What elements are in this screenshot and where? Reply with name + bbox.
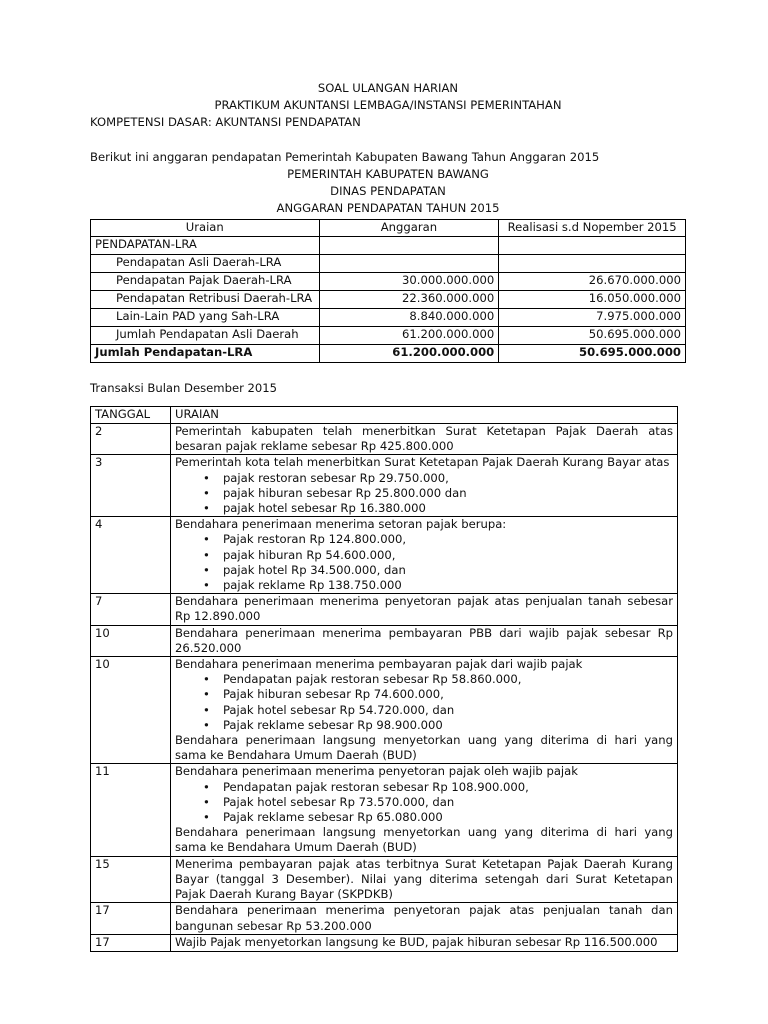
list-item: • pajak hotel sebesar Rp 16.380.000 bbox=[223, 501, 673, 516]
row-label: Jumlah Pendapatan-LRA bbox=[91, 345, 320, 363]
header-realisasi: Realisasi s.d Nopember 2015 bbox=[499, 220, 686, 237]
table-row bbox=[91, 455, 678, 517]
tx-date: 2 bbox=[91, 424, 171, 455]
row-realisasi: 50.695.000.000 bbox=[499, 327, 686, 345]
table-row bbox=[91, 517, 678, 594]
intro-text: Berikut ini anggaran pendapatan Pemerintah Kabupaten Bawang Tahun Anggaran 2015 bbox=[90, 150, 600, 164]
list-item: • Pajak hotel sebesar Rp 73.570.000, dan bbox=[223, 795, 673, 810]
header-uraian: Uraian bbox=[91, 220, 320, 237]
table-row bbox=[91, 309, 686, 327]
budget-title-1: PEMERINTAH KABUPATEN BAWANG bbox=[287, 167, 489, 181]
tx-desc: Pemerintah kota telah menerbitkan Surat Ketetapan Pajak Daerah Kurang Bayar atas bbox=[174, 455, 670, 470]
tx-desc-after: Bendahara penerimaan langsung menyetorkan uang yang diterima di hari yang sama ke Bendahara Umum Daerah (BUD) bbox=[174, 733, 673, 763]
tx-bullet-list bbox=[175, 672, 673, 733]
table-row bbox=[91, 291, 686, 309]
row-anggaran: 8.840.000.000 bbox=[319, 309, 499, 327]
row-anggaran: 61.200.000.000 bbox=[319, 327, 499, 345]
doc-title: SOAL ULANGAN HARIAN bbox=[317, 81, 459, 95]
row-realisasi bbox=[499, 255, 686, 273]
competency-line: KOMPETENSI DASAR: AKUNTANSI PENDAPATAN bbox=[90, 115, 361, 129]
budget-title-2: DINAS PENDAPATAN bbox=[330, 184, 446, 198]
tx-date: 10 bbox=[91, 625, 171, 656]
tx-desc: Bendahara penerimaan menerima penyetoran pajak oleh wajib pajak bbox=[174, 764, 578, 779]
table-row bbox=[91, 625, 678, 656]
tx-bullet-list bbox=[175, 471, 673, 517]
tx-date: 11 bbox=[91, 764, 171, 856]
row-label: Pendapatan Pajak Daerah-LRA bbox=[91, 273, 320, 291]
list-item: • Pajak reklame sebesar Rp 65.080.000 bbox=[223, 810, 673, 825]
table-header-row bbox=[91, 407, 678, 424]
row-anggaran bbox=[319, 237, 499, 255]
table-row bbox=[91, 327, 686, 345]
tx-cell bbox=[170, 764, 677, 856]
tx-date: 7 bbox=[91, 594, 171, 625]
table-row bbox=[91, 273, 686, 291]
list-item: • Pajak restoran Rp 124.800.000, bbox=[223, 532, 673, 547]
tx-desc: Bendahara penerimaan menerima penyetoran pajak atas penjualan tanah dan bangunan sebesar Rp 53.200.000 bbox=[170, 903, 677, 934]
table-row bbox=[91, 424, 678, 455]
tx-desc: Pemerintah kabupaten telah menerbitkan Surat Ketetapan Pajak Daerah atas besaran pajak reklame sebesar Rp 425.800.000 bbox=[170, 424, 677, 455]
row-label: Jumlah Pendapatan Asli Daerah bbox=[91, 327, 320, 345]
table-row bbox=[91, 934, 678, 951]
header-uraian: URAIAN bbox=[170, 407, 677, 424]
row-realisasi bbox=[499, 237, 686, 255]
list-item: • Pendapatan pajak restoran sebesar Rp 58.860.000, bbox=[223, 672, 673, 687]
tx-date: 10 bbox=[91, 657, 171, 764]
row-anggaran: 61.200.000.000 bbox=[319, 345, 499, 363]
tx-date: 4 bbox=[91, 517, 171, 594]
table-row bbox=[91, 594, 678, 625]
tx-desc: Menerima pembayaran pajak atas terbitnya Surat Ketetapan Pajak Daerah Kurang Bayar (tanggal 3 Desember). Nilai yang diterima setengah dari Surat Ketetapan Pajak Daerah Kurang Bayar (SKPDKB) bbox=[170, 856, 677, 903]
row-realisasi: 7.975.000.000 bbox=[499, 309, 686, 327]
row-realisasi: 50.695.000.000 bbox=[499, 345, 686, 363]
list-item: • pajak hiburan Rp 54.600.000, bbox=[223, 548, 673, 563]
tx-bullet-list bbox=[175, 780, 673, 826]
list-item: • pajak hotel Rp 34.500.000, dan bbox=[223, 563, 673, 578]
table-row bbox=[91, 856, 678, 903]
row-anggaran: 22.360.000.000 bbox=[319, 291, 499, 309]
row-label: PENDAPATAN-LRA bbox=[91, 237, 320, 255]
list-item: • Pajak hiburan sebesar Rp 74.600.000, bbox=[223, 687, 673, 702]
table-row-total bbox=[91, 345, 686, 363]
tx-bullet-list bbox=[175, 532, 673, 593]
budget-table bbox=[90, 219, 686, 363]
transactions-title: Transaksi Bulan Desember 2015 bbox=[90, 381, 278, 395]
table-header-row bbox=[91, 220, 686, 237]
tx-date: 17 bbox=[91, 903, 171, 934]
list-item: • pajak reklame Rp 138.750.000 bbox=[223, 578, 673, 593]
transactions-table bbox=[90, 406, 678, 952]
tx-desc: Bendahara penerimaan menerima pembayaran PBB dari wajib pajak sebesar Rp 26.520.000 bbox=[170, 625, 677, 656]
row-label: Pendapatan Asli Daerah-LRA bbox=[91, 255, 320, 273]
doc-subtitle: PRAKTIKUM AKUNTANSI LEMBAGA/INSTANSI PEMERINTAHAN bbox=[214, 98, 562, 112]
tx-desc: Bendahara penerimaan menerima setoran pajak berupa: bbox=[174, 517, 507, 532]
list-item: • Pajak reklame sebesar Rp 98.900.000 bbox=[223, 718, 673, 733]
row-realisasi: 16.050.000.000 bbox=[499, 291, 686, 309]
table-row bbox=[91, 657, 678, 764]
table-row bbox=[91, 237, 686, 255]
row-label: Pendapatan Retribusi Daerah-LRA bbox=[91, 291, 320, 309]
row-anggaran bbox=[319, 255, 499, 273]
tx-cell bbox=[170, 657, 677, 764]
tx-date: 3 bbox=[91, 455, 171, 517]
tx-desc-after: Bendahara penerimaan langsung menyetorkan uang yang diterima di hari yang sama ke Bendahara Umum Daerah (BUD) bbox=[174, 825, 673, 855]
table-row bbox=[91, 764, 678, 856]
tx-cell bbox=[170, 455, 677, 517]
row-realisasi: 26.670.000.000 bbox=[499, 273, 686, 291]
tx-date: 17 bbox=[91, 934, 171, 951]
list-item: • pajak restoran sebesar Rp 29.750.000, bbox=[223, 471, 673, 486]
row-anggaran: 30.000.000.000 bbox=[319, 273, 499, 291]
list-item: • Pendapatan pajak restoran sebesar Rp 108.900.000, bbox=[223, 780, 673, 795]
tx-date: 15 bbox=[91, 856, 171, 903]
table-row bbox=[91, 255, 686, 273]
header-tanggal: TANGGAL bbox=[91, 407, 171, 424]
table-row bbox=[91, 903, 678, 934]
budget-title-3: ANGGARAN PENDAPATAN TAHUN 2015 bbox=[276, 201, 500, 215]
row-label: Lain-Lain PAD yang Sah-LRA bbox=[91, 309, 320, 327]
tx-desc: Bendahara penerimaan menerima pembayaran pajak dari wajib pajak bbox=[174, 657, 583, 672]
tx-cell bbox=[170, 517, 677, 594]
tx-desc: Bendahara penerimaan menerima penyetoran pajak atas penjualan tanah sebesar Rp 12.890.000 bbox=[170, 594, 677, 625]
tx-desc: Wajib Pajak menyetorkan langsung ke BUD, pajak hiburan sebesar Rp 116.500.000 bbox=[170, 934, 677, 951]
list-item: • Pajak hotel sebesar Rp 54.720.000, dan bbox=[223, 703, 673, 718]
header-anggaran: Anggaran bbox=[319, 220, 499, 237]
list-item: • pajak hiburan sebesar Rp 25.800.000 dan bbox=[223, 486, 673, 501]
